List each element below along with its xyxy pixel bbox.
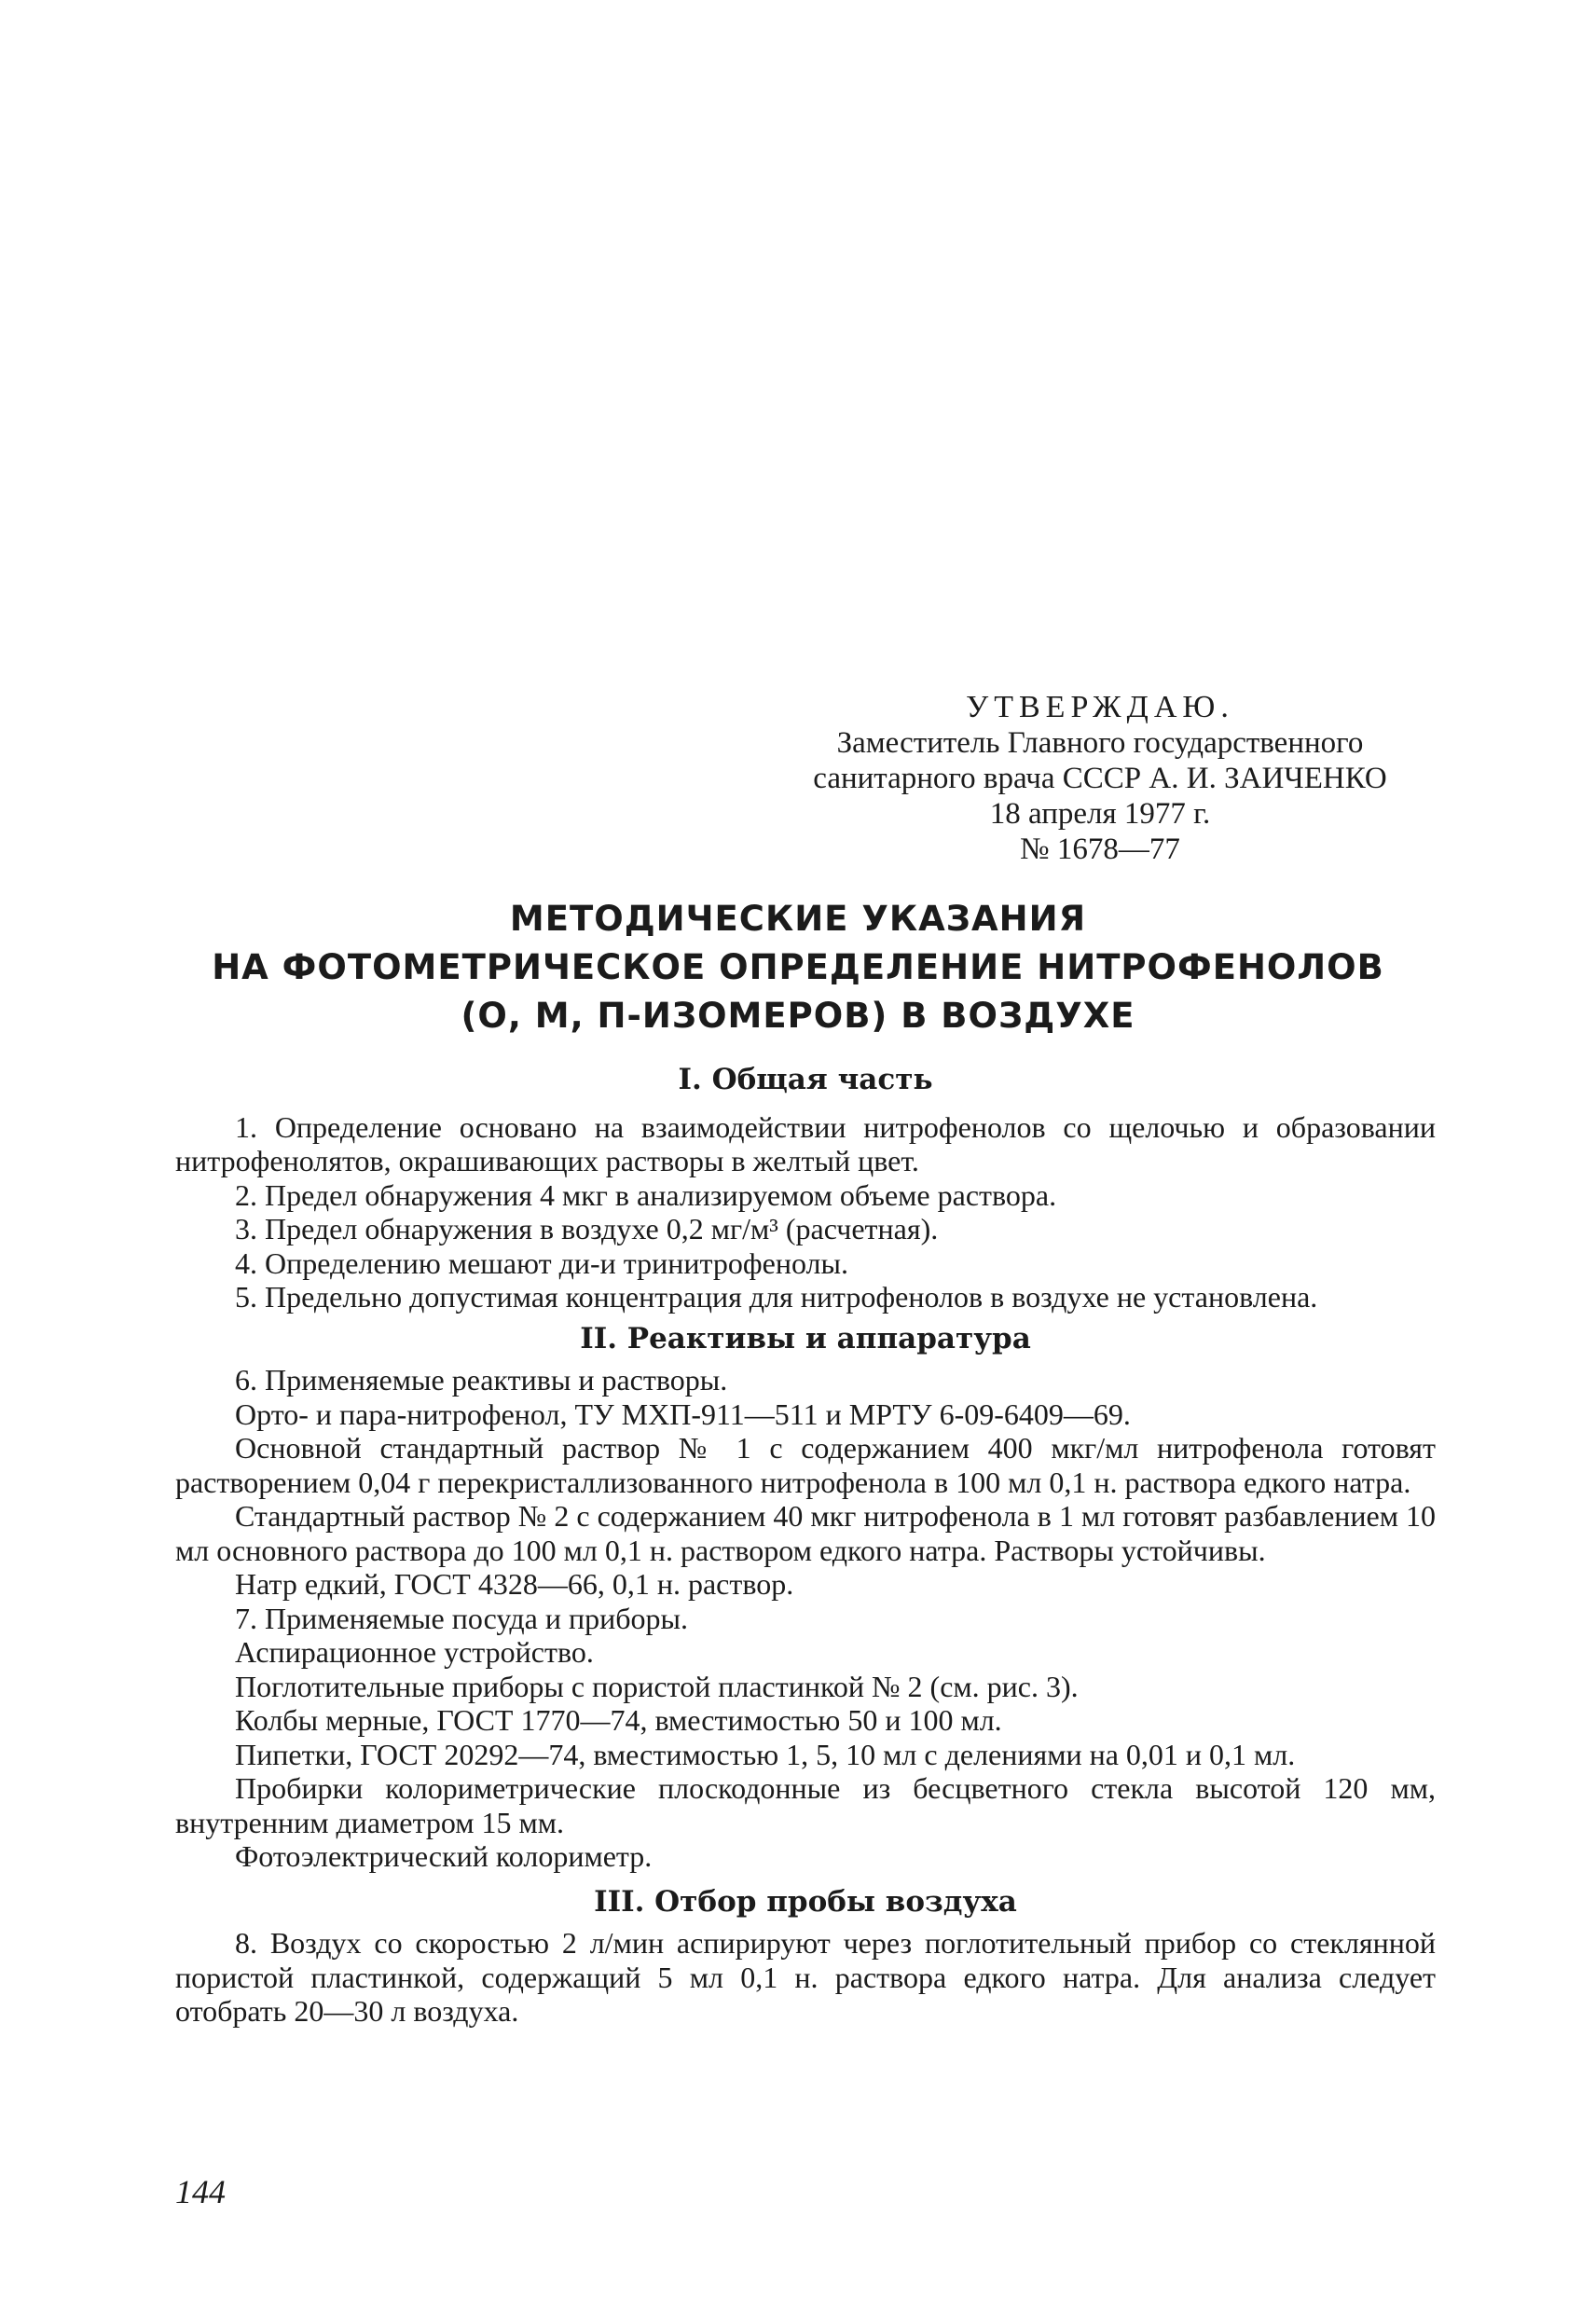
- approval-position: Заместитель Главного государственного: [836, 726, 1364, 760]
- paragraph-8: 8. Воздух со скоростью 2 л/мин аспирируют через поглотительный прибор со стеклянной пористой пластинкой, содержащий 5 мл 0,1 н. раствора едкого натра. Для анализа следует отобрать 20—30 л воздуха.: [175, 1926, 1436, 2028]
- paragraph-reagent-nitrophenol: Орто- и пара-нитрофенол, ТУ МХП-911—511 и МРТУ 6-09-6409—69.: [235, 1397, 1131, 1431]
- paragraph-stock-solution: Основной стандартный раствор № 1 с содержанием 400 мкг/мл нитрофенола готовят растворением 0,04 г перекристаллизованного нитрофенола в 100 мл 0,1 н. раствора едкого натра.: [175, 1431, 1436, 1499]
- section-heading-reagents: II. Реактивы и аппаратура: [580, 1321, 1031, 1356]
- paragraph-1: 1. Определение основано на взаимодействии нитрофенолов со щелочью и образовании нитрофенолятов, окрашивающих растворы в желтый цвет.: [175, 1109, 1436, 1177]
- document-title: [0, 895, 1596, 1040]
- section-general: [175, 1063, 1436, 2029]
- approval-date: 18 апреля 1977 г.: [989, 797, 1211, 831]
- approval-signatory: санитарного врача СССР А. И. ЗАИЧЕНКО: [813, 762, 1387, 795]
- title-line-3: (О, М, П-ИЗОМЕРОВ) В ВОЗДУХЕ: [461, 996, 1135, 1036]
- title-line-2: НА ФОТОМЕТРИЧЕСКОЕ ОПРЕДЕЛЕНИЕ НИТРОФЕНОЛОВ: [212, 947, 1384, 987]
- paragraph-colorimeter: Фотоэлектрический колориметр.: [235, 1839, 653, 1873]
- section-heading-general: I. Общая часть: [678, 1063, 933, 1096]
- section-heading-sampling: III. Отбор пробы воздуха: [594, 1884, 1017, 1919]
- page-number: 144: [175, 2173, 226, 2210]
- paragraph-7: 7. Применяемые посуда и приборы.: [235, 1601, 689, 1635]
- paragraph-absorbers: Поглотительные приборы с пористой пластинкой № 2 (см. рис. 3).: [235, 1669, 1079, 1703]
- approval-number: № 1678—77: [1020, 833, 1180, 866]
- title-line-1: МЕТОДИЧЕСКИЕ УКАЗАНИЯ: [509, 899, 1087, 939]
- paragraph-sodium-hydroxide: Натр едкий, ГОСТ 4328—66, 0,1 н. раствор.: [235, 1567, 794, 1601]
- paragraph-2: 2. Предел обнаружения 4 мкг в анализируемом объеме раствора.: [235, 1177, 1057, 1212]
- approval-heading: УТВЕРЖДАЮ.: [966, 690, 1234, 724]
- paragraph-4: 4. Определению мешают ди-и тринитрофенолы.: [235, 1245, 849, 1280]
- paragraph-aspirator: Аспирационное устройство.: [235, 1635, 594, 1669]
- paragraph-standard-solution: Стандартный раствор № 2 с содержанием 40 мкг нитрофенола в 1 мл готовят разбавлением 10 мл основного раствора до 100 мл 0,1 н. раствором едкого натра. Растворы устойчивы.: [175, 1499, 1436, 1567]
- paragraph-test-tubes: Пробирки колориметрические плоскодонные из бесцветного стекла высотой 120 мм, внутренним диаметром 15 мм.: [175, 1771, 1436, 1839]
- paragraph-5: 5. Предельно допустимая концентрация для нитрофенолов в воздухе не установлена.: [235, 1280, 1318, 1314]
- paragraph-3: 3. Предел обнаружения в воздухе 0,2 мг/м³ (расчетная).: [235, 1212, 939, 1245]
- approval-block: [746, 690, 1454, 867]
- paragraph-flasks: Колбы мерные, ГОСТ 1770—74, вместимостью 50 и 100 мл.: [235, 1703, 1002, 1737]
- paragraph-6: 6. Применяемые реактивы и растворы.: [235, 1363, 728, 1397]
- paragraph-pipettes: Пипетки, ГОСТ 20292—74, вместимостью 1, 5, 10 мл с делениями на 0,01 и 0,1 мл.: [235, 1737, 1296, 1771]
